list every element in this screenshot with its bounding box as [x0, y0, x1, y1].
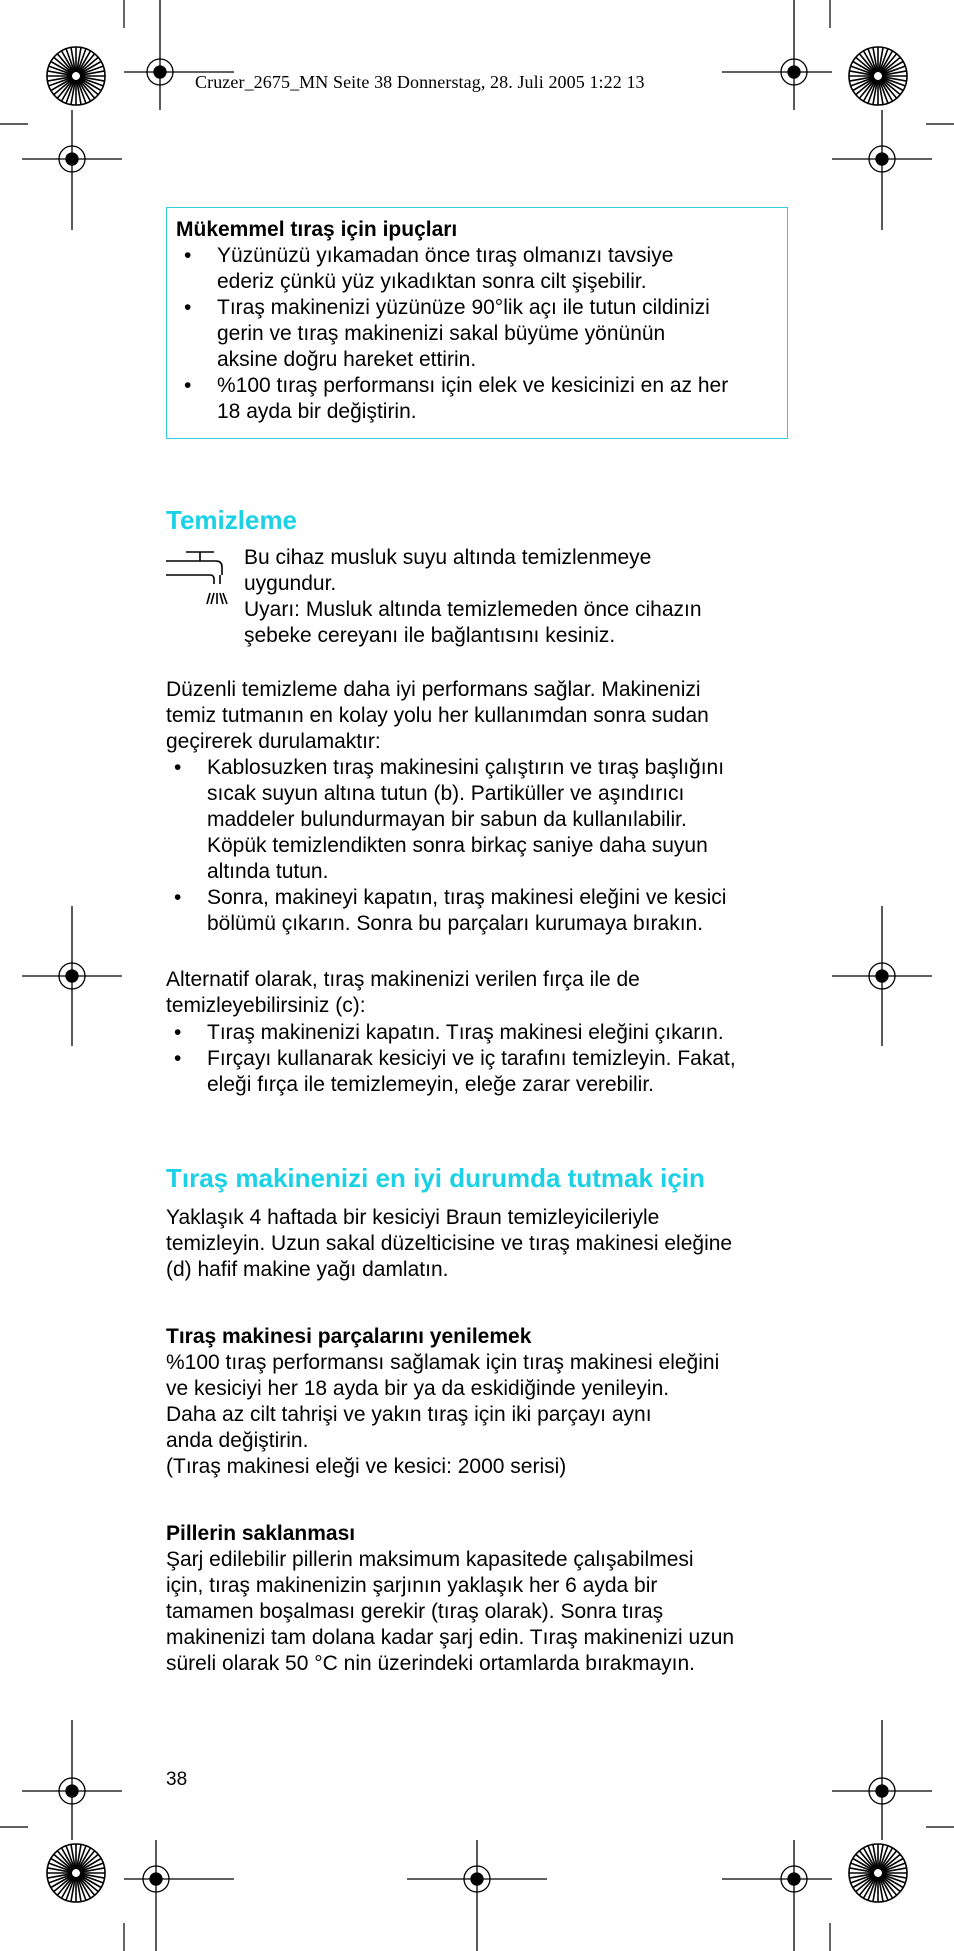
- starburst-mark-top-left: [46, 46, 106, 106]
- cleaning-note: Bu cihaz musluk suyu altında temizlenmeye uygundur. Uyarı: Musluk altında temizlemeden önce cihazın şebeke cereyanı ile bağlantısını kesiniz.: [244, 546, 702, 647]
- list-item: • Tıraş makinenizi kapatın. Tıraş makinesi eleğini çıkarın.: [166, 1020, 806, 1046]
- section-heading-cleaning: Temizleme: [166, 505, 298, 535]
- faucet-water-icon: [164, 546, 234, 612]
- tips-list: [176, 243, 778, 425]
- cleaning-steps-list: [166, 755, 806, 937]
- starburst-mark-top-right: [848, 46, 908, 106]
- starburst-mark-bottom-right: [848, 1843, 908, 1903]
- crosshair-mark-left-mid: [22, 906, 132, 1046]
- crosshair-mark-right-bottom: [832, 1720, 942, 1840]
- battery-storage-section: Pillerin saklanması Şarj edilebilir pillerin maksimum kapasitede çalışabilmesi için, tıraş makinenizin şarjının yaklaşık her 6 ayda bir tamamen boşalması gerekir (tıraş olarak). Sonra tıraş makinenizi tam dolana kadar şarj edin. Tıraş makinenizi uzun süreli olarak 50 °C nin üzerindeki ortamlarda bırakmayın.: [166, 1521, 806, 1677]
- crosshair-mark-right-top: [832, 110, 942, 230]
- list-item: • Sonra, makineyi kapatın, tıraş makinesi eleğini ve kesici bölümü çıkarın. Sonra bu parçaları kurumaya bırakın.: [166, 885, 806, 937]
- crosshair-mark-top-2: [722, 0, 832, 150]
- tips-title: Mükemmel tıraş için ipuçları: [176, 218, 458, 241]
- cleaning-intro: Düzenli temizleme daha iyi performans sağlar. Makinenizi temiz tutmanın en kolay yolu her kullanımdan sonra sudan geçirerek durulamaktır:: [166, 678, 709, 753]
- crosshair-mark-bottom-2: [722, 1800, 832, 1951]
- crosshair-mark-bottom-1: [124, 1800, 234, 1951]
- tips-box: [166, 207, 788, 439]
- maintenance-intro: Yaklaşık 4 haftada bir kesiciyi Braun temizleyicileriyle temizleyin. Uzun sakal düzelticisine ve tıraş makinesi eleğine (d) hafif makine yağı damlatın.: [166, 1206, 733, 1281]
- cleaning-alternative: Alternatif olarak, tıraş makinenizi verilen fırça ile de temizleyebilirsiniz (c):: [166, 968, 640, 1017]
- crosshair-mark-left-bottom: [22, 1720, 132, 1840]
- list-item: • %100 tıraş performansı için elek ve kesicinizi en az her 18 ayda bir değiştirin.: [176, 373, 778, 425]
- list-item: • Kablosuzken tıraş makinesini çalıştırın ve tıraş başlığını sıcak suyun altına tutun (b). Partiküller ve aşındırıcı maddeler bulundurmayan bir sabun da kullanılabilir. Köpük temizlendikten sonra birkaç saniye daha suyun altında tutun.: [166, 755, 806, 885]
- battery-storage-title: Pillerin saklanması: [166, 1522, 356, 1545]
- page-number: 38: [166, 1769, 188, 1790]
- section-heading-maintenance: Tıraş makinenizi en iyi durumda tutmak için: [166, 1163, 705, 1193]
- crosshair-mark-right-mid: [832, 906, 942, 1046]
- replace-parts-title: Tıraş makinesi parçalarını yenilemek: [166, 1325, 532, 1348]
- crosshair-mark-bottom-center: [407, 1800, 547, 1951]
- brush-steps-list: [166, 1020, 806, 1098]
- replace-parts-section: Tıraş makinesi parçalarını yenilemek %100 tıraş performansı sağlamak için tıraş makinesi eleğini ve kesiciyi her 18 ayda bir ya da eskidiğinde yenileyin. Daha az cilt tahrişi ve yakın tıraş için iki parçayı aynı anda değiştirin. (Tıraş makinesi eleği ve kesici: 2000 serisi): [166, 1324, 806, 1480]
- list-item: • Tıraş makinenizi yüzünüze 90°lik açı ile tutun cildinizi gerin ve tıraş makinenizi sakal büyüme yönünün aksine doğru hareket ettirin.: [176, 295, 778, 373]
- list-item: • Yüzünüzü yıkamadan önce tıraş olmanızı tavsiye ederiz çünkü yüz yıkadıktan sonra cilt şişebilir.: [176, 243, 778, 295]
- list-item: • Fırçayı kullanarak kesiciyi ve iç tarafını temizleyin. Fakat, eleği fırça ile temizlemeyin, eleğe zarar verebilir.: [166, 1046, 806, 1098]
- print-slug-header: Cruzer_2675_MN Seite 38 Donnerstag, 28. Juli 2005 1:22 13: [195, 72, 645, 92]
- crosshair-mark-left-top: [22, 110, 132, 230]
- starburst-mark-bottom-left: [46, 1843, 106, 1903]
